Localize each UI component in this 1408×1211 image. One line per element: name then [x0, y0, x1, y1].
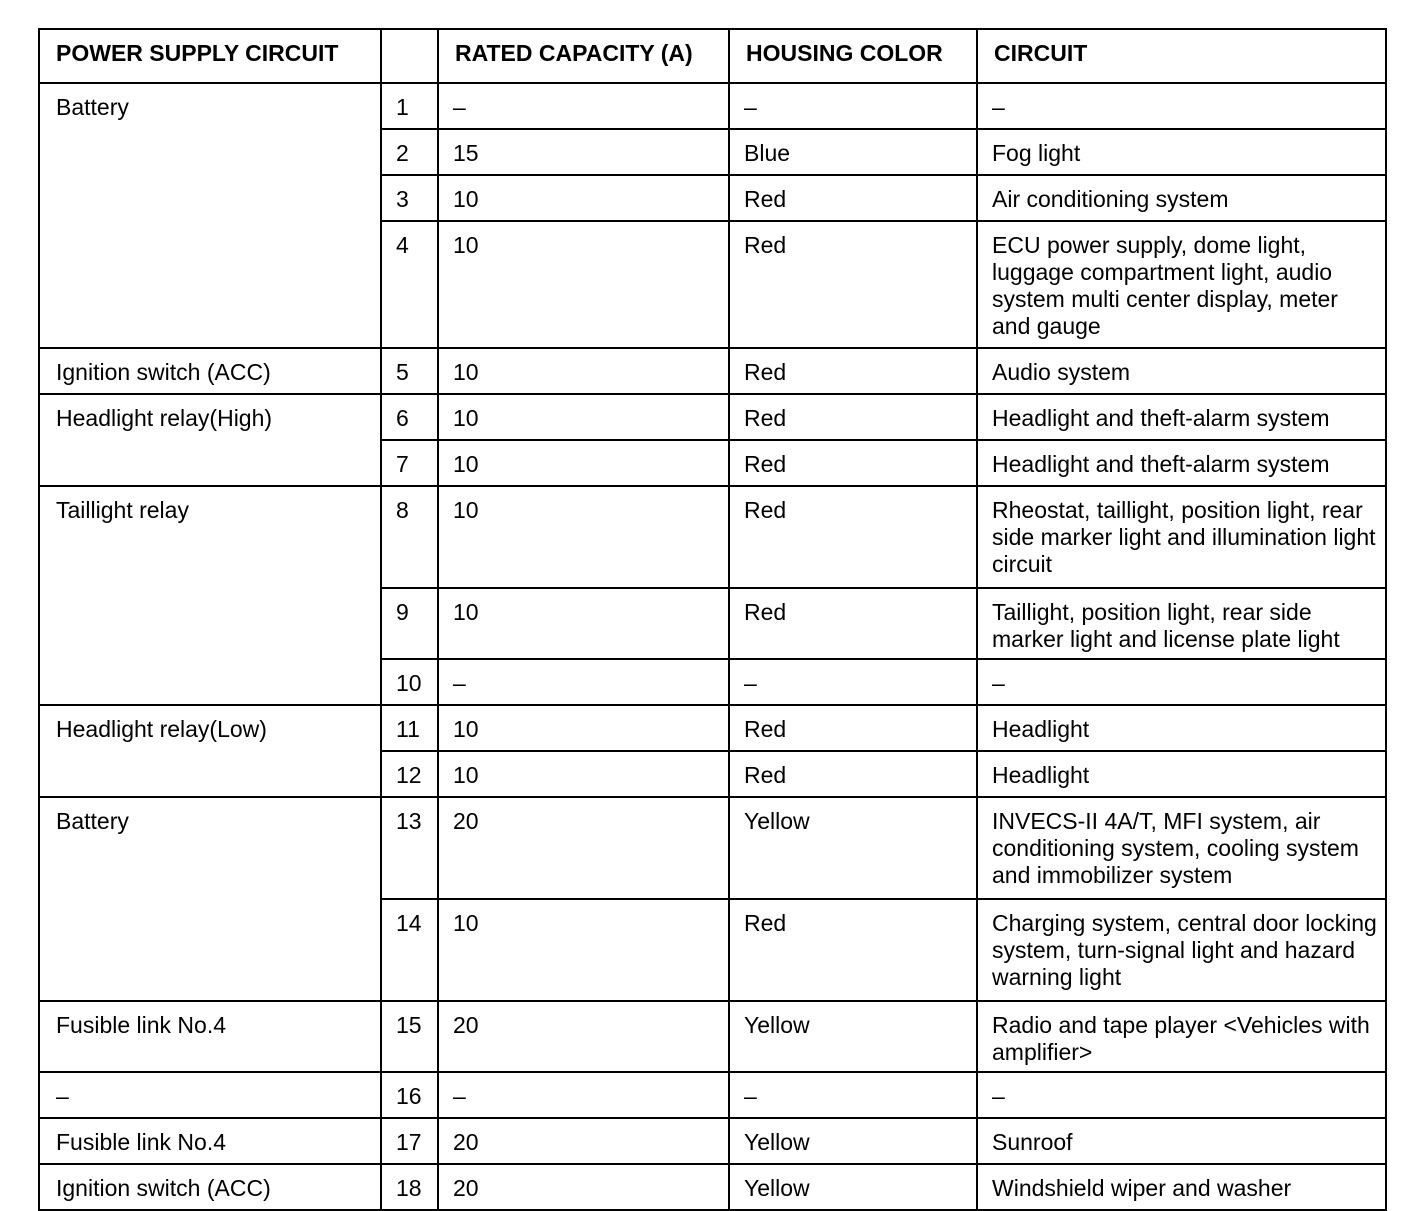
fuse-number: 16: [381, 1072, 438, 1118]
table-row: [39, 1118, 1386, 1164]
rated-capacity: 20: [438, 1164, 729, 1210]
housing-color: Red: [729, 751, 977, 797]
circuit-description: Taillight, position light, rear side marker light and license plate light: [977, 588, 1386, 659]
power-supply-cell: Headlight relay(High): [39, 394, 381, 486]
fuse-number: 4: [381, 221, 438, 348]
housing-color: Red: [729, 348, 977, 394]
fuse-number: 6: [381, 394, 438, 440]
rated-capacity: 10: [438, 486, 729, 588]
circuit-description: Fog light: [977, 129, 1386, 175]
circuit-description: Radio and tape player <Vehicles with amplifier>: [977, 1001, 1386, 1072]
fuse-number: 10: [381, 659, 438, 705]
housing-color: Red: [729, 394, 977, 440]
housing-color: Blue: [729, 129, 977, 175]
fuse-number: 5: [381, 348, 438, 394]
housing-color: Red: [729, 221, 977, 348]
rated-capacity: 10: [438, 394, 729, 440]
circuit-description: Headlight and theft-alarm system: [977, 394, 1386, 440]
circuit-description: ECU power supply, dome light, luggage compartment light, audio system multi center display, meter and gauge: [977, 221, 1386, 348]
rated-capacity: –: [438, 83, 729, 129]
header-row: [39, 29, 1386, 83]
housing-color: Yellow: [729, 1001, 977, 1072]
table-row: [39, 1001, 1386, 1072]
circuit-description: Headlight: [977, 751, 1386, 797]
housing-color: Yellow: [729, 1164, 977, 1210]
housing-color: Red: [729, 588, 977, 659]
fuse-number: 9: [381, 588, 438, 659]
fuse-number: 8: [381, 486, 438, 588]
rated-capacity: 10: [438, 899, 729, 1001]
rated-capacity: 10: [438, 348, 729, 394]
fuse-number: 11: [381, 705, 438, 751]
table-row: [39, 83, 1386, 129]
circuit-description: Headlight: [977, 705, 1386, 751]
circuit-description: INVECS-II 4A/T, MFI system, air conditioning system, cooling system and immobilizer system: [977, 797, 1386, 899]
power-supply-cell: Fusible link No.4: [39, 1001, 381, 1072]
rated-capacity: –: [438, 1072, 729, 1118]
rated-capacity: 10: [438, 705, 729, 751]
rated-capacity: 10: [438, 588, 729, 659]
rated-capacity: –: [438, 659, 729, 705]
rated-capacity: 10: [438, 175, 729, 221]
circuit-description: Windshield wiper and washer: [977, 1164, 1386, 1210]
power-supply-cell: Taillight relay: [39, 486, 381, 705]
header-rated-capacity: RATED CAPACITY (A): [438, 29, 729, 83]
power-supply-cell: Fusible link No.4: [39, 1118, 381, 1164]
table-row: [39, 1164, 1386, 1210]
fuse-number: 3: [381, 175, 438, 221]
fuse-number: 7: [381, 440, 438, 486]
housing-color: –: [729, 1072, 977, 1118]
housing-color: Red: [729, 899, 977, 1001]
table-row: [39, 1072, 1386, 1118]
rated-capacity: 15: [438, 129, 729, 175]
fuse-number: 2: [381, 129, 438, 175]
header-housing-color: HOUSING COLOR: [729, 29, 977, 83]
rated-capacity: 10: [438, 440, 729, 486]
header-number: [381, 29, 438, 83]
circuit-description: –: [977, 83, 1386, 129]
fuse-number: 1: [381, 83, 438, 129]
fuse-number: 13: [381, 797, 438, 899]
rated-capacity: 20: [438, 797, 729, 899]
housing-color: Red: [729, 440, 977, 486]
header-power-supply: POWER SUPPLY CIRCUIT: [39, 29, 381, 83]
housing-color: –: [729, 83, 977, 129]
housing-color: Yellow: [729, 1118, 977, 1164]
fuse-table: [38, 28, 1387, 1211]
housing-color: Red: [729, 705, 977, 751]
rated-capacity: 20: [438, 1118, 729, 1164]
power-supply-cell: –: [39, 1072, 381, 1118]
housing-color: Red: [729, 175, 977, 221]
circuit-description: –: [977, 659, 1386, 705]
power-supply-cell: Battery: [39, 797, 381, 1001]
power-supply-cell: Ignition switch (ACC): [39, 348, 381, 394]
rated-capacity: 10: [438, 751, 729, 797]
table-row: [39, 348, 1386, 394]
circuit-description: Rheostat, taillight, position light, rear side marker light and illumination light circuit: [977, 486, 1386, 588]
circuit-description: Headlight and theft-alarm system: [977, 440, 1386, 486]
circuit-description: Sunroof: [977, 1118, 1386, 1164]
power-supply-cell: Battery: [39, 83, 381, 348]
table-row: [39, 486, 1386, 588]
rated-capacity: 20: [438, 1001, 729, 1072]
fuse-number: 17: [381, 1118, 438, 1164]
fuse-number: 18: [381, 1164, 438, 1210]
housing-color: Yellow: [729, 797, 977, 899]
housing-color: –: [729, 659, 977, 705]
power-supply-cell: Ignition switch (ACC): [39, 1164, 381, 1210]
fuse-number: 15: [381, 1001, 438, 1072]
circuit-description: Charging system, central door locking system, turn-signal light and hazard warning light: [977, 899, 1386, 1001]
circuit-description: Audio system: [977, 348, 1386, 394]
power-supply-cell: Headlight relay(Low): [39, 705, 381, 797]
rated-capacity: 10: [438, 221, 729, 348]
header-circuit: CIRCUIT: [977, 29, 1386, 83]
housing-color: Red: [729, 486, 977, 588]
fuse-number: 12: [381, 751, 438, 797]
circuit-description: Air conditioning system: [977, 175, 1386, 221]
table-row: [39, 394, 1386, 440]
table-row: [39, 705, 1386, 751]
circuit-description: –: [977, 1072, 1386, 1118]
table-row: [39, 797, 1386, 899]
fuse-number: 14: [381, 899, 438, 1001]
